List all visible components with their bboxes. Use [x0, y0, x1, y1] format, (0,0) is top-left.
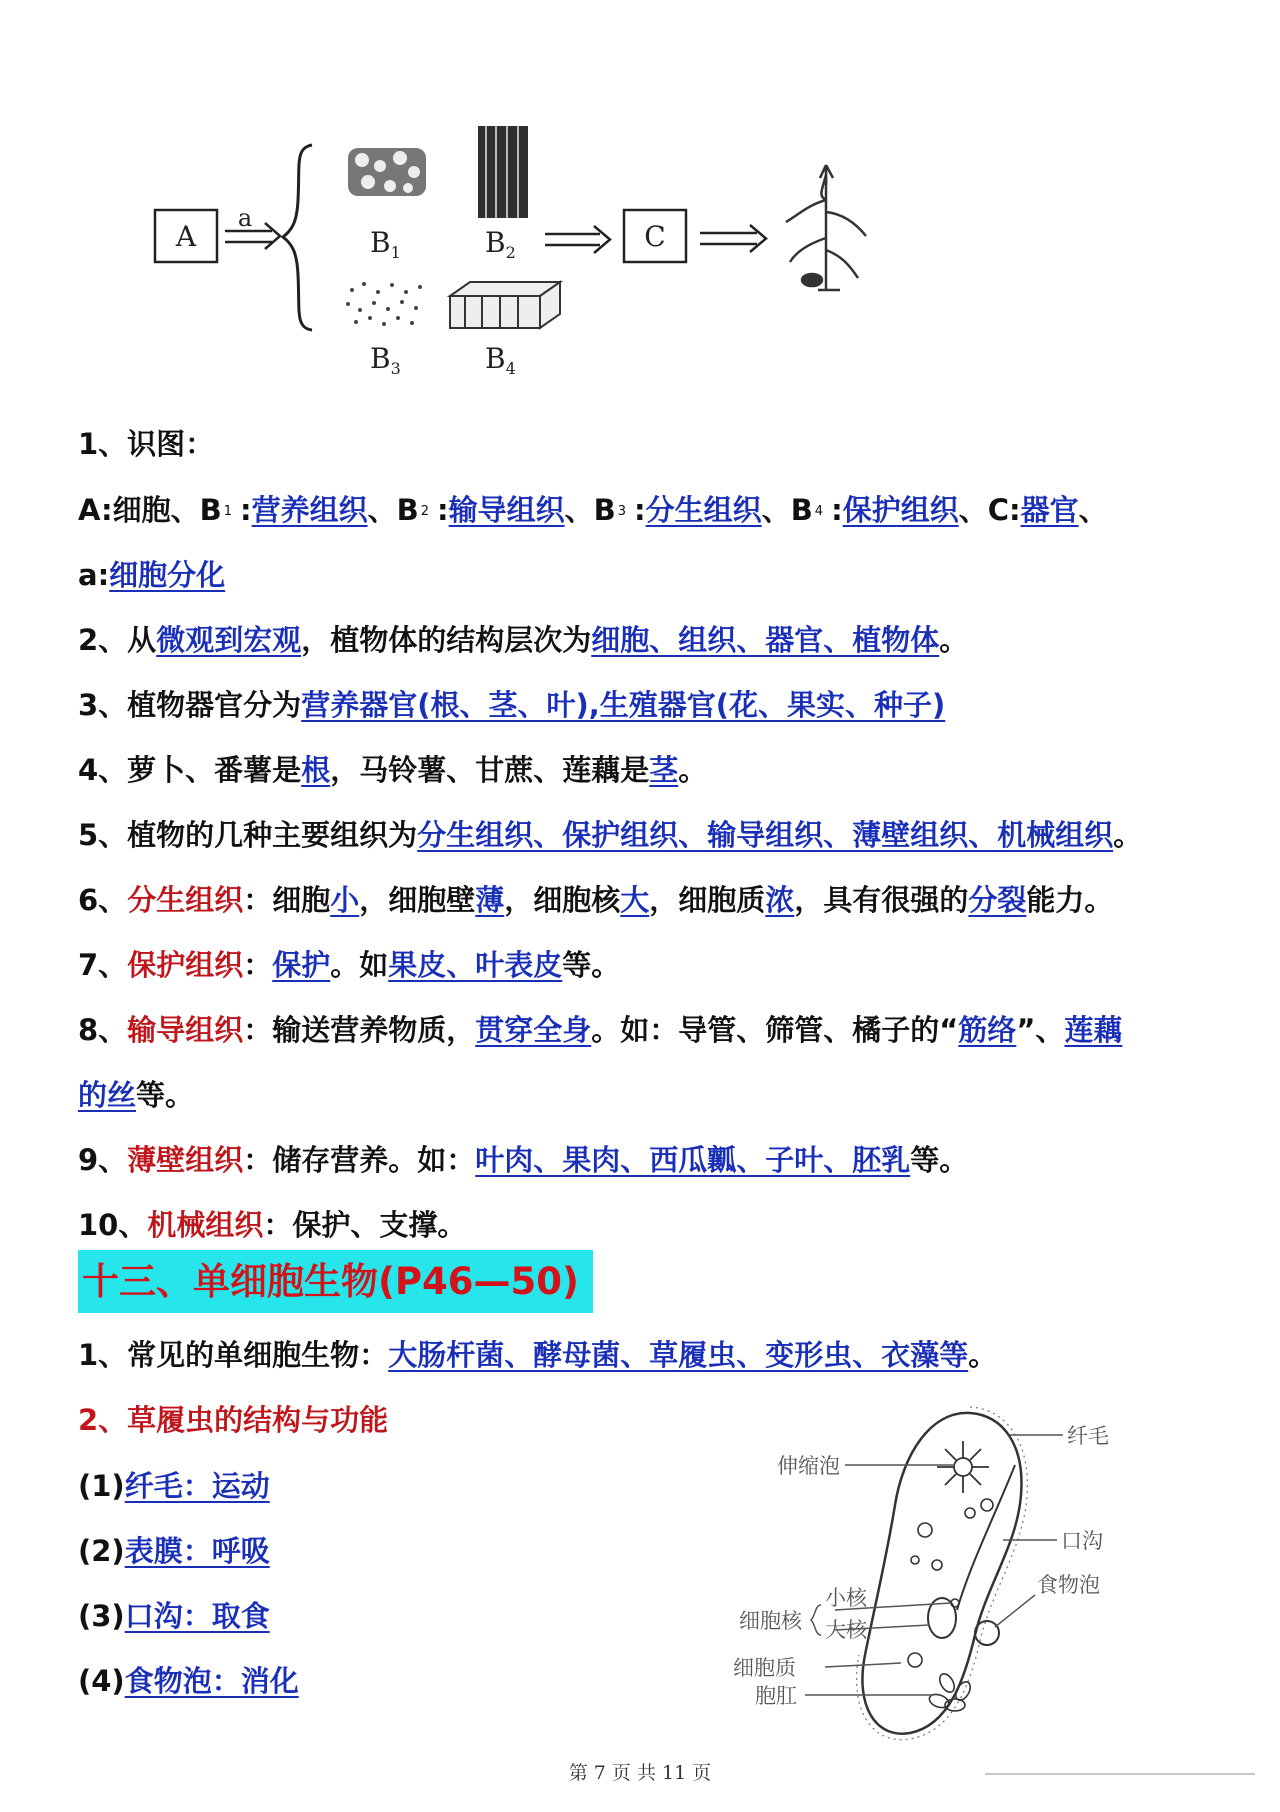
oral-groove-shape — [957, 1465, 1015, 1610]
anal-pore-icon — [928, 1671, 974, 1711]
s13-q2-title: 2、草履虫的结构与功能 — [78, 1403, 389, 1437]
box-a-label: A — [175, 220, 197, 253]
b2-label: $B_2$ — [485, 226, 516, 262]
double-arrow-icon — [545, 226, 610, 253]
b4-protective-image — [450, 282, 560, 328]
food-vacuole-shape — [975, 1621, 999, 1645]
corn-plant-image — [786, 165, 866, 290]
q8-line: 8、输导组织：输送营养物质，贯穿全身。如：导管、筛管、橘子的“筋络”、莲藕 — [78, 1013, 1123, 1047]
label-micronucleus: 小核 — [825, 1586, 867, 1610]
paramecium-diagram — [725, 1405, 1145, 1745]
b1-label: $B_1$ — [370, 226, 401, 262]
label-macronucleus: 大核 — [825, 1618, 867, 1642]
q3-line: 3、植物器官分为营养器官(根、茎、叶),生殖器官(花、果实、种子) — [78, 688, 946, 722]
tissue-hierarchy-diagram — [0, 0, 1280, 400]
box-c-label: C — [644, 220, 666, 253]
b3-label: $B_3$ — [370, 342, 401, 378]
brace-icon — [283, 145, 312, 330]
answer-b3: 分生组织 — [645, 493, 762, 527]
q1-title: 1、识图： — [78, 427, 215, 461]
answer-b4: 保护组织 — [842, 493, 959, 527]
b4-label: $B_4$ — [485, 342, 516, 378]
part-3: (3)口沟：取食 — [78, 1599, 270, 1633]
arrow-a-label: a — [237, 204, 253, 232]
double-arrow-icon — [700, 225, 766, 252]
label-contractile-vacuole: 伸缩泡 — [777, 1454, 840, 1478]
label-food-vacuole: 食物泡 — [1037, 1573, 1100, 1597]
section-title: 十三、单细胞生物(P46—50) — [78, 1250, 593, 1313]
q5-line: 5、植物的几种主要组织为分生组织、保护组织、输导组织、薄壁组织、机械组织。 — [78, 818, 1143, 852]
part-2: (2)表膜：呼吸 — [78, 1534, 270, 1568]
q1-answer-line-2: a:细胞分化 — [78, 558, 226, 592]
answer-b2: 输导组织 — [448, 493, 565, 527]
b1-parenchyma-image — [348, 148, 426, 196]
page-footer: 第 7 页 共 11 页 — [568, 1762, 712, 1784]
part-1: (1)纤毛：运动 — [78, 1469, 270, 1503]
q1-answer-line: A:细胞、B 1 :营养组织、B 2 :输导组织、B 3 :分生组织、B 4 :保护组织、C:器官、 — [78, 493, 1108, 527]
label-cytoplasm: 细胞质 — [733, 1656, 796, 1680]
b2-conducting-image — [478, 126, 528, 218]
label-nucleus: 细胞核 — [739, 1609, 802, 1633]
answer-b1: 营养组织 — [251, 493, 368, 527]
q7-line: 7、保护组织：保护。如果皮、叶表皮等。 — [78, 948, 621, 982]
double-arrow-icon — [225, 223, 280, 249]
label-oral-groove: 口沟 — [1061, 1529, 1103, 1553]
part-4: (4)食物泡：消化 — [78, 1664, 299, 1698]
answer-c: 器官 — [1020, 493, 1079, 527]
s13-q1-line: 1、常见的单细胞生物：大肠杆菌、酵母菌、草履虫、变形虫、衣藻等。 — [78, 1338, 998, 1372]
b3-meristem-image — [346, 282, 422, 326]
label-cilia: 纤毛 — [1067, 1424, 1109, 1448]
footer-divider — [985, 1773, 1255, 1775]
q8-line-2: 的丝等。 — [78, 1078, 195, 1112]
contractile-vacuole-icon — [937, 1441, 989, 1493]
q2-line: 2、从微观到宏观，植物体的结构层次为细胞、组织、器官、植物体。 — [78, 623, 969, 657]
q10-line: 10、机械组织：保护、支撑。 — [78, 1208, 467, 1242]
answer-a: 细胞分化 — [109, 558, 226, 592]
q9-line: 9、薄壁组织：储存营养。如：叶肉、果肉、西瓜瓤、子叶、胚乳等。 — [78, 1143, 969, 1177]
q6-line: 6、分生组织：细胞小，细胞壁薄，细胞核大，细胞质浓，具有很强的分裂能力。 — [78, 883, 1114, 917]
label-anal-pore: 胞肛 — [755, 1684, 797, 1708]
q4-line: 4、萝卜、番薯是根，马铃薯、甘蔗、莲藕是茎。 — [78, 753, 708, 787]
